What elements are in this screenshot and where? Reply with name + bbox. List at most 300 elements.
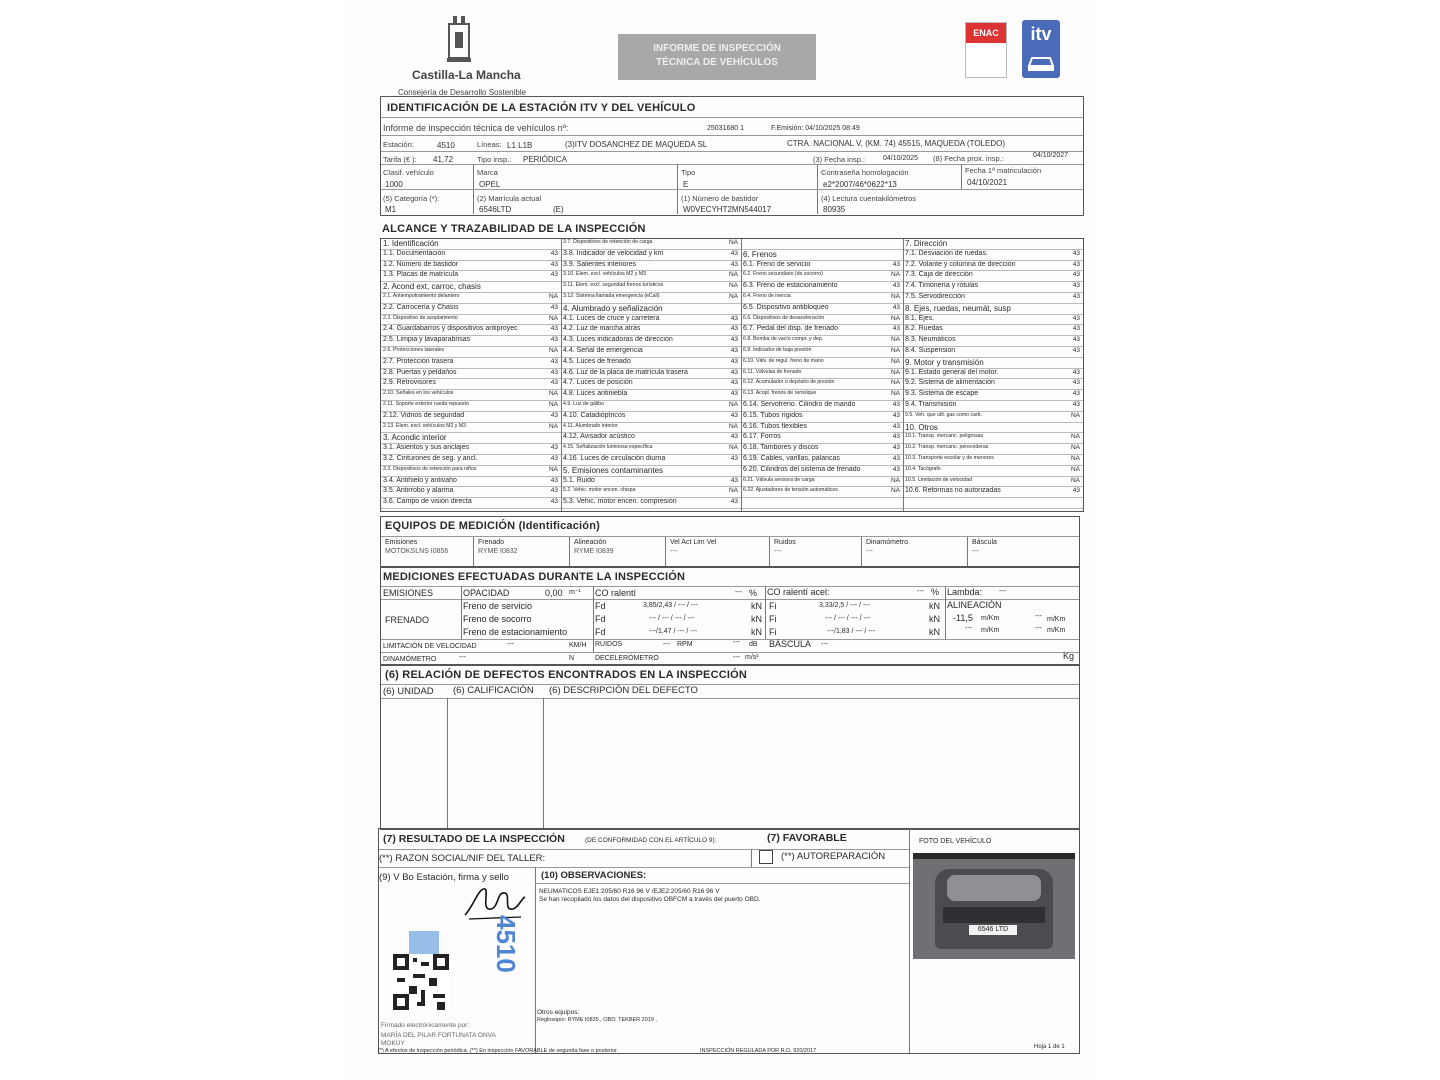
scope-item-label: 2.3. Dispositivo de acoplamiento: [383, 314, 458, 321]
category-label: (5) Categoría (*):: [383, 194, 440, 203]
fd-service-value: 3,85/2,43 / --- / ---: [643, 602, 698, 609]
scope-item-value: NA: [890, 347, 900, 354]
scope-item-value: 43: [730, 357, 738, 365]
scope-item-value: NA: [728, 444, 738, 452]
scope-item-label: 6.10. Válv. de regul. freno de mano: [743, 357, 824, 364]
scope-item-value: 43: [730, 314, 738, 322]
scope-item-label: 10. Otros: [905, 422, 938, 432]
scope-item-label: 1.2. Número de bastidor: [383, 260, 459, 268]
scope-item-value: NA: [728, 487, 738, 495]
measurements-section: [380, 566, 1080, 666]
dynamometer-value: ---: [459, 654, 466, 661]
scope-item-value: NA: [890, 487, 900, 495]
scope-item-value: NA: [890, 336, 900, 344]
emissions-label: EMISIONES: [383, 588, 434, 598]
scope-item-label: 4. Alumbrado y señalización: [563, 303, 663, 313]
scope-item: [561, 239, 741, 250]
scope-item: [903, 271, 1083, 282]
equipment-label: Dinamómetro: [866, 539, 909, 546]
co-accel-unit: %: [931, 587, 940, 597]
scope-item-value: 43: [550, 271, 558, 279]
self-repair-checkbox[interactable]: [759, 850, 773, 864]
scope-item-label: 2.4. Guardabarros y dispositivos antiproyec: [383, 325, 518, 333]
scope-item: [561, 315, 741, 326]
vehicle-class-label: Clasif. vehículo: [383, 168, 434, 177]
equipment-cell: [665, 537, 770, 567]
scope-item: [381, 487, 561, 498]
scope-item: [741, 390, 903, 401]
scope-item-label: 3.2. Cinturones de seg. y ancl.: [383, 455, 478, 462]
scope-item: [741, 347, 903, 358]
scope-item: [903, 315, 1083, 326]
equipment-value: ---: [774, 548, 781, 555]
co-idle-value: ---: [735, 589, 742, 596]
scope-item-value: 43: [730, 498, 738, 506]
scope-item: [381, 412, 561, 423]
scope-item-value: 43: [892, 433, 900, 441]
scope-item: [741, 315, 903, 326]
vin-label: (1) Número de bastidor: [681, 194, 759, 203]
scope-item-label: 4.5. Luces de frenado: [563, 357, 631, 365]
fd-emergency-label: Fd: [595, 614, 606, 624]
scope-item: [381, 401, 561, 412]
scope-item: [381, 293, 561, 304]
first-registration: 04/10/2021: [967, 178, 1008, 187]
scope-item-value: NA: [890, 314, 900, 322]
equipment-cell: [473, 537, 570, 567]
scope-item-value: 43: [1072, 379, 1080, 387]
scope-item-value: 43: [730, 336, 738, 344]
equipment-title: EQUIPOS DE MEDICIÓN (Identificación): [385, 520, 600, 532]
fi-service-value: 3,33/2,5 / --- / ---: [819, 602, 870, 609]
scope-item-label: 2.11. Soporte exterior rueda repuesto: [383, 401, 469, 407]
scope-item-value: 43: [1072, 336, 1080, 344]
scope-item: [741, 261, 903, 272]
scope-item-value: 43: [550, 498, 558, 506]
alignment-value-4: ---: [1035, 625, 1042, 632]
scope-item-label: 8.4. Suspensión: [905, 347, 956, 354]
signed-by-label: Firmado electrónicamente por:: [381, 1022, 470, 1029]
scope-item: [561, 347, 741, 358]
scope-item: [903, 390, 1083, 401]
scope-item-value: 43: [550, 455, 558, 462]
footer-note: (*) A efectos de inspección periódica. (**) En inspección FAVORABLE de segunda fase o posterior.: [378, 1048, 619, 1054]
scope-item: [561, 487, 741, 498]
scope-item-label: 7.5. Servodirección: [905, 293, 965, 300]
plate-suffix: (E): [553, 205, 564, 214]
scope-item-value: NA: [1070, 444, 1080, 452]
equipment-value: ---: [866, 548, 873, 555]
scope-item-value: 43: [892, 455, 900, 462]
noise-rpm-unit: RPM: [677, 641, 693, 648]
co-idle-unit: %: [749, 588, 758, 598]
scope-item-value: NA: [728, 239, 738, 246]
scope-item-label: 8. Ejes, ruedas, neumát, susp: [905, 303, 1011, 313]
scope-item-label: 6.11. Válvulas de frenado: [743, 368, 802, 375]
first-registration-label: Fecha 1ª matriculación: [965, 166, 1042, 175]
scope-item-value: NA: [728, 401, 738, 408]
scope-item: [903, 325, 1083, 336]
scale-unit: Kg: [1063, 651, 1075, 661]
scope-item-value: NA: [548, 401, 558, 408]
scope-grid: [380, 238, 1084, 512]
emergency-brake-label: Freno de socorro: [463, 614, 532, 624]
scope-item-label: 3.11. Elem. excl. seguridad frenos turísticos: [563, 282, 664, 289]
service-brake-label: Freno de servicio: [463, 601, 533, 611]
parking-brake-label: Freno de estacionamiento: [463, 627, 568, 637]
scope-item-value: 43: [1072, 368, 1080, 376]
scope-item-value: NA: [548, 465, 558, 473]
banner-line-2: TÉCNICA DE VEHÍCULOS: [656, 57, 778, 68]
lambda-label: Lambda:: [947, 587, 983, 597]
scope-item-label: 3.6. Campo de visión directa: [383, 498, 472, 506]
result-value: (7) FAVORABLE: [767, 832, 847, 844]
signer-name-2: MOKUY: [381, 1040, 405, 1047]
scope-item-label: 2.12. Vidrios de seguridad: [383, 411, 465, 419]
scope-item: [741, 477, 903, 488]
vin-value: W0VECYHT2MN544017: [683, 205, 772, 214]
scope-item-value: 43: [550, 249, 558, 257]
scope-item-label: 6.12. Acumulador o depósito de presión: [743, 379, 835, 386]
scope-item-label: 4.2. Luz de marcha atrás: [563, 325, 641, 333]
scope-item: [561, 304, 741, 315]
scope-item: [741, 304, 903, 315]
scope-item-label: 6.20. Cilindros del sistema de frenado: [743, 465, 861, 473]
equipment-value: MOTOKSLNS I0856: [385, 548, 449, 555]
scope-item: [903, 455, 1083, 466]
equipment-row: [381, 537, 1079, 567]
scope-item-value: 43: [550, 325, 558, 333]
plate-value: 6546LTD: [479, 205, 512, 214]
defects-description-header: (6) DESCRIPCIÓN DEL DEFECTO: [549, 685, 698, 696]
scope-item-value: NA: [1070, 455, 1080, 462]
scope-item: [741, 423, 903, 434]
scope-item-value: NA: [548, 422, 558, 430]
scope-item-value: 43: [730, 260, 738, 268]
scope-item-label: 6.5. Dispositivo antibloqueo: [743, 303, 829, 311]
scope-item-label: 6.17. Forros: [743, 433, 781, 441]
scope-item: [561, 433, 741, 444]
scope-item-label: 9.5. Veh. que util. gas como carb.: [905, 411, 982, 418]
scope-item-label: 9.2. Sistema de alimentación: [905, 379, 995, 387]
scope-item: [903, 336, 1083, 347]
inspection-date: 04/10/2025: [883, 155, 919, 162]
observation-line-1: NEUMATICOS EJE1:205/60 R16 96 V /EJE2:205/60 R16 96 V: [539, 888, 720, 895]
scope-item-label: 1. Identificación: [383, 239, 439, 248]
opacity-value: 0,00: [545, 588, 563, 598]
scope-item: [903, 444, 1083, 455]
scope-item-value: 43: [550, 336, 558, 344]
alignment-value-2: ---: [1035, 613, 1042, 620]
scope-item-value: 43: [730, 411, 738, 419]
scope-item-label: 3.4. Antihielo y antivaho: [383, 476, 457, 484]
tariff-label: Tarifa (€ ):: [383, 155, 417, 164]
equipment-value: RYME I0839: [574, 548, 614, 555]
scope-item-value: NA: [728, 293, 738, 300]
scope-item-label: 7.3. Caja de dirección: [905, 271, 973, 279]
co-accel-value: ---: [917, 588, 924, 595]
lines-value: L1 L1B: [507, 141, 533, 150]
scope-item: [381, 379, 561, 390]
scope-item-label: 8.3. Neumáticos: [905, 336, 956, 344]
result-section: [378, 828, 1080, 1054]
scope-item-value: NA: [548, 314, 558, 322]
scope-item-label: 7.1. Desviación de ruedas.: [905, 249, 988, 257]
scope-item-label: 10.2. Transp. mercanc. perecederas: [905, 444, 989, 451]
equipment-label: Frenado: [478, 539, 505, 546]
scope-item-label: 9.1. Estado general del motor.: [905, 368, 999, 376]
scope-item-value: 43: [730, 347, 738, 354]
scope-item-label: 10.1. Transp. mercanc. peligrosas: [905, 433, 984, 440]
scope-item-label: 6.4. Freno de inercia: [743, 293, 791, 299]
defects-rating-header: (6) CALIFICACIÓN: [453, 685, 534, 696]
scope-item: [381, 347, 561, 358]
emission-date: F.Emisión: 04/10/2025 08:49: [771, 125, 860, 132]
scope-item-value: 43: [550, 444, 558, 452]
scope-item: [561, 293, 741, 304]
noise-value: ---: [663, 641, 670, 648]
next-inspection-label: (8) Fecha prox. insp.:: [933, 154, 1004, 163]
brand-value: OPEL: [479, 180, 501, 189]
scope-item-label: 2.8. Puertas y peldaños: [383, 368, 457, 376]
scope-item: [561, 412, 741, 423]
odometer-value: 80935: [823, 205, 846, 214]
scope-item-label: 4.11. Alumbrado interior: [563, 422, 618, 429]
scope-item-label: 6.19. Cables, varillas, palancas: [743, 455, 840, 462]
speed-limit-unit: KM/H: [569, 642, 587, 649]
scope-item-label: 10.3. Transporte escolar y de menores: [905, 455, 994, 461]
self-repair-label: (**) AUTOREPARACIÓN: [781, 851, 886, 862]
scope-item-label: 6.7. Pedal del disp. de frenado: [743, 325, 838, 333]
scope-item: [561, 261, 741, 272]
scope-item-value: 43: [1072, 401, 1080, 408]
scope-item: [381, 390, 561, 401]
scope-item-value: 43: [892, 465, 900, 473]
scope-item-label: 6.8. Bomba de vacío compr. y dep.: [743, 336, 824, 343]
co-idle-label: CO ralentí: [595, 588, 637, 598]
scope-item-value: NA: [1070, 411, 1080, 419]
scope-item-label: 3.5. Antirrobo y alarma: [383, 487, 454, 495]
scope-item-label: 1.1. Documentación: [383, 249, 446, 257]
scope-item: [561, 477, 741, 488]
scope-item-value: 43: [730, 455, 738, 462]
noise-value-2: ---: [733, 639, 740, 646]
fi-emergency-label: Fi: [769, 614, 777, 624]
fi-service-unit: kN: [929, 601, 940, 611]
scope-item-label: 6.16. Tubos flexibles: [743, 422, 807, 430]
homologation-value: e2*2007/46*0622*13: [823, 180, 897, 189]
scope-item: [903, 347, 1083, 358]
result-label: (7) RESULTADO DE LA INSPECCIÓN: [383, 833, 565, 845]
next-inspection-date: 04/10/2027: [1033, 152, 1069, 159]
scope-item: [741, 498, 903, 509]
scope-item-value: NA: [548, 390, 558, 398]
scope-item-value: 43: [550, 411, 558, 419]
scope-item-label: 9.3. Sistema de escape: [905, 390, 979, 398]
scope-item-value: NA: [890, 368, 900, 376]
scope-column-divider: [741, 239, 742, 511]
scope-item-value: NA: [728, 282, 738, 290]
scope-item: [741, 379, 903, 390]
scope-item: [561, 423, 741, 434]
fi-emergency-unit: kN: [929, 614, 940, 624]
scope-item-label: 5.1. Ruido: [563, 476, 595, 484]
alignment-unit-4: m/Km: [1047, 627, 1066, 634]
scope-item-label: 4.10. Catadióptricos: [563, 411, 626, 419]
scope-item-value: 43: [1072, 260, 1080, 268]
scope-item-label: 2.13. Elem. excl. vehículos M2 y M3: [383, 422, 467, 429]
scope-item: [561, 358, 741, 369]
scope-item-value: 43: [1072, 487, 1080, 495]
scope-item: [903, 379, 1083, 390]
measurements-title: MEDICIONES EFECTUADAS DURANTE LA INSPECCIÓN: [383, 571, 686, 583]
odometer-label: (4) Lectura cuentakilómetros: [821, 194, 917, 203]
scope-item: [741, 336, 903, 347]
equipment-value: ---: [670, 548, 677, 555]
brand-label: Marca: [477, 168, 498, 177]
scope-item: [381, 304, 561, 315]
scope-item: [561, 379, 741, 390]
scope-item-label: 3.9. Salientes interiores: [563, 260, 637, 268]
fd-emergency-value: --- / --- / --- / ---: [649, 615, 695, 622]
scope-item-value: 43: [892, 303, 900, 311]
fd-service-unit: kN: [751, 601, 762, 611]
scope-item-value: 43: [892, 411, 900, 419]
scope-item: [381, 466, 561, 477]
scope-item: [741, 358, 903, 369]
scope-item-label: 8.1. Ejes.: [905, 314, 935, 322]
alignment-label: ALINEACIÓN: [947, 600, 1002, 610]
scope-item: [561, 498, 741, 509]
alignment-unit-1: m/Km: [981, 615, 1000, 622]
scope-item-label: 6.9. Indicador de baja presión: [743, 347, 812, 353]
scope-item-label: 7.4. Timonería y rótulas: [905, 282, 979, 290]
scope-item-label: 5. Emisiones contaminantes: [563, 465, 664, 475]
scope-item: [741, 412, 903, 423]
identification-title: IDENTIFICACIÓN DE LA ESTACIÓN ITV Y DEL VEHÍCULO: [387, 102, 696, 114]
scope-item-value: 43: [550, 357, 558, 365]
speed-limit-label: LIMITACIÓN DE VELOCIDAD: [383, 643, 477, 650]
equipment-value: RYME I0832: [478, 548, 518, 555]
fi-parking-unit: kN: [929, 627, 940, 637]
scope-item: [381, 498, 561, 509]
inspection-date-label: (3) Fecha insp.:: [813, 155, 866, 164]
scope-item-value: NA: [548, 347, 558, 354]
scope-item-value: 43: [1072, 282, 1080, 290]
lambda-value: ---: [999, 588, 1006, 595]
equipment-cell: [967, 537, 1080, 567]
dynamometer-unit: N: [569, 655, 575, 662]
fi-emergency-value: --- / --- / --- / ---: [825, 615, 871, 622]
scope-item: [561, 466, 741, 477]
fd-parking-value: ---/1,47 / --- / ---: [649, 628, 698, 635]
plate-label: (2) Matrícula actual: [477, 194, 542, 203]
scope-item: [741, 433, 903, 444]
scope-item-value: NA: [890, 293, 900, 300]
scope-item-value: NA: [1070, 465, 1080, 473]
fi-parking-value: ---/1,83 / --- / ---: [827, 628, 876, 635]
scope-item-value: NA: [890, 379, 900, 387]
noise-db-unit: dB: [749, 641, 758, 648]
braking-label: FRENADO: [385, 615, 430, 625]
scope-item-label: 4.15. Señalización luminosa específica: [563, 444, 653, 451]
observations-title: (10) OBSERVACIONES:: [541, 870, 647, 881]
co-accel-label: CO ralentí acel:: [767, 587, 830, 597]
scope-item-label: 2.10. Señales en los vehículos: [383, 390, 454, 397]
scope-item: [381, 239, 561, 250]
scope-item-value: 43: [1072, 390, 1080, 398]
scope-item-value: NA: [890, 357, 900, 365]
station-address: CTRA. NACIONAL V, (KM. 74) 45515, MAQUEDA (TOLEDO): [787, 139, 1005, 148]
scope-item-value: NA: [548, 293, 558, 300]
scope-item-label: 8.2. Ruedas: [905, 325, 943, 333]
scope-item-label: 3.3. Dispositivos de retención para niños: [383, 465, 477, 472]
speed-limit-value: ---: [507, 641, 514, 648]
scope-column-divider: [561, 239, 562, 511]
type-label: Tipo: [681, 168, 696, 177]
scope-item: [381, 358, 561, 369]
scope-item-value: 43: [1072, 271, 1080, 279]
scope-item: [561, 282, 741, 293]
itv-label: itv: [1030, 24, 1052, 44]
scope-item-label: 4.4. Señal de emergencia: [563, 347, 643, 354]
scope-item-value: 43: [892, 401, 900, 408]
equipment-value: ---: [972, 548, 979, 555]
scope-item-label: 5.3. Vehic. motor encen. compresión: [563, 498, 677, 506]
type-value: E: [683, 180, 689, 189]
scope-item: [741, 401, 903, 412]
scope-item-value: 43: [1072, 249, 1080, 257]
scope-item-value: 43: [892, 325, 900, 333]
scope-item: [561, 250, 741, 261]
alignment-unit-2: m/Km: [1047, 616, 1066, 623]
equipment-label: Vel Act Lim Vel: [670, 539, 717, 546]
scope-item: [741, 487, 903, 498]
equipment-cell: [769, 537, 862, 567]
result-note: (DE CONFORMIDAD CON EL ARTÍCULO 9):: [585, 837, 717, 844]
fd-service-label: Fd: [595, 601, 606, 611]
scope-item: [381, 336, 561, 347]
decelerometer-value: ---: [733, 654, 740, 661]
alignment-unit-3: m/Km: [981, 627, 1000, 634]
scope-item: [903, 487, 1083, 498]
category-value: M1: [385, 205, 397, 214]
scope-item-value: 43: [1072, 347, 1080, 354]
scope-item: [903, 304, 1083, 315]
scope-item-label: 4.16. Luces de circulación diurna: [563, 455, 666, 462]
scope-item: [381, 369, 561, 380]
itv-logo: [1022, 20, 1060, 78]
scale-label: BÁSCULA: [769, 639, 812, 649]
scope-item: [741, 250, 903, 261]
scope-item: [561, 369, 741, 380]
scope-item: [741, 455, 903, 466]
scope-item-label: 5.2. Vehic. motor encen. chispa: [563, 487, 636, 494]
scope-item-label: 6. Frenos: [743, 249, 777, 259]
equipment-section: [380, 516, 1080, 568]
scope-item-label: 2.5. Limpia y lavaparabrisas: [383, 336, 471, 344]
scope-item: [903, 466, 1083, 477]
report-number-label: Informe de inspección técnica de vehículos nº:: [383, 123, 569, 133]
enac-logo: [965, 22, 1007, 78]
scope-item: [903, 358, 1083, 369]
scope-item: [561, 401, 741, 412]
scope-item-label: 6.2. Freno secundario (de socorro): [743, 271, 823, 278]
defects-section: [380, 664, 1080, 830]
scope-item-value: NA: [890, 476, 900, 484]
scope-item-label: 3.7. Dispositivos de retención de carga: [563, 239, 653, 245]
scope-item-value: NA: [890, 271, 900, 279]
